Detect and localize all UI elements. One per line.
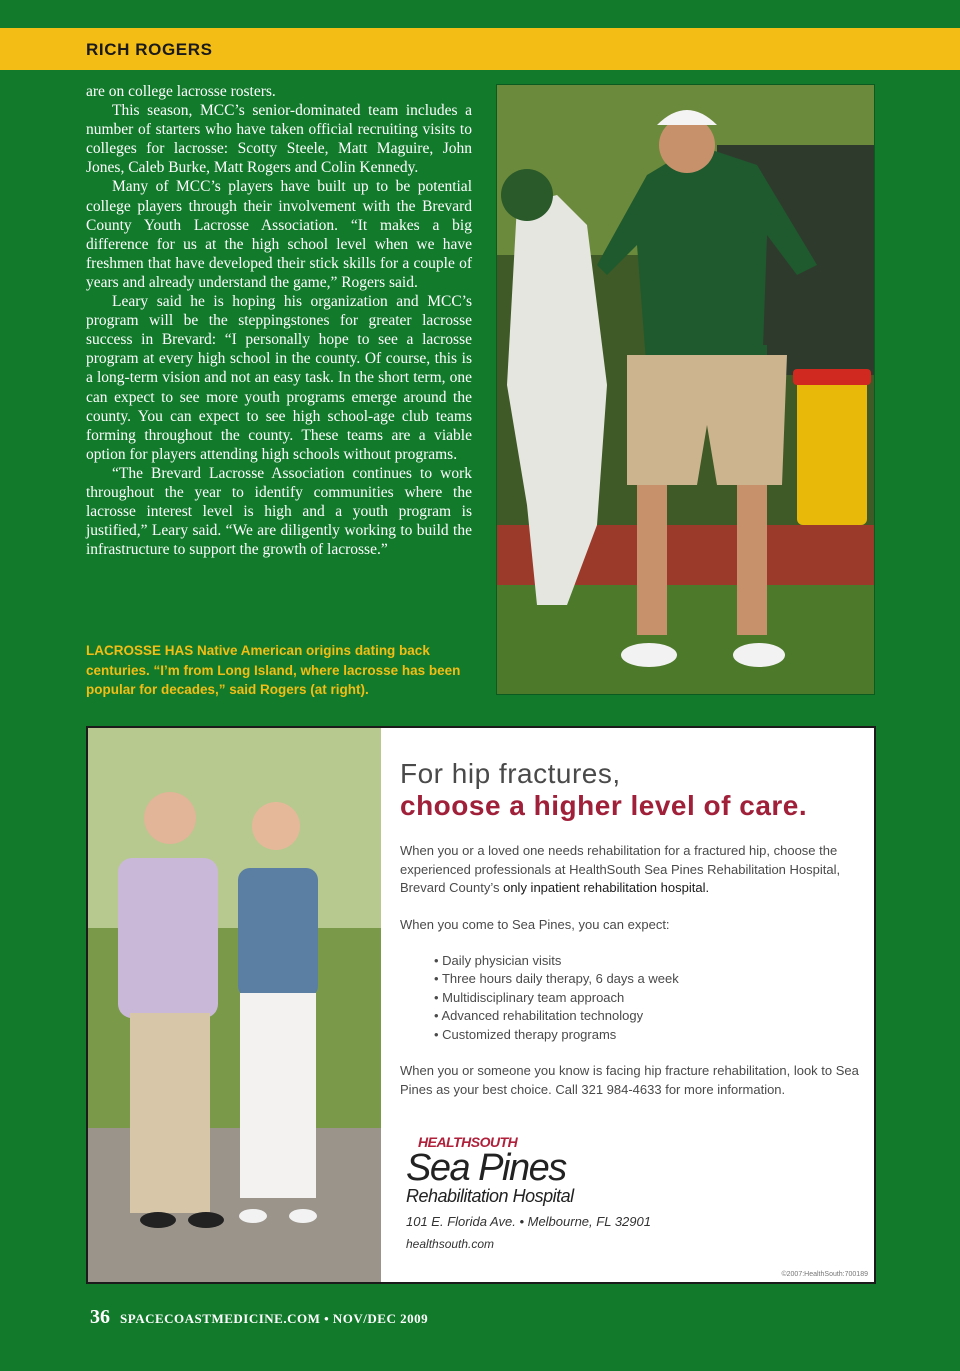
ad-intro: [400, 842, 860, 898]
article-body: [86, 82, 472, 559]
ad-website-link[interactable]: healthsouth.com: [406, 1237, 495, 1251]
ad-headline-1: For hip fractures,: [400, 758, 621, 789]
publication-line: SPACECOASTMEDICINE.COM • NOV/DEC 2009: [120, 1311, 429, 1326]
coach-photo: [496, 84, 875, 695]
page-footer: [90, 1306, 428, 1329]
top-strip: [0, 0, 960, 28]
ad-address: 101 E. Florida Ave. • Melbourne, FL 32901: [406, 1214, 651, 1229]
article-paragraph: Many of MCC’s players have built up to be potential college players through their involvement with the Brevard County Youth Lacrosse Association. “It makes a big difference for us at the high school level when we have freshmen that have developed their stick skills for a couple of years and already understand the game,” Rogers said.: [86, 178, 472, 291]
photo-caption: LACROSSE HAS Native American origins dating back centuries. “I’m from Long Island, where lacrosse has been popular for decades,” said Rogers (at right).: [86, 643, 461, 697]
list-item: • Daily physician visits: [434, 952, 860, 970]
article-paragraph: “The Brevard Lacrosse Association continues to work throughout the year to identify communities where the lacrosse interest level is high and a youth program is justified,” Leary said. “We are diligently working to build the infrastructure to support the growth of lacrosse.”: [86, 464, 472, 559]
ad-headline-2: choose a higher level of care.: [400, 790, 808, 821]
article-paragraph: Leary said he is hoping his organization and MCC’s program will be the steppingstones for greater lacrosse success in Brevard: “I personally hope to see a lacrosse program at every high school in the county. Of course, this is a long-term vision and not an easy task. In the short term, one can expect to see more youth programs emerge around the county. You can expect to see high school-age club teams forming throughout the county. These teams are a viable option for players attending high schools without programs.: [86, 293, 472, 463]
ad-intro-emphasis: only inpatient rehabilitation hospital.: [503, 880, 710, 895]
advertisement: [86, 726, 876, 1284]
article-paragraph: are on college lacrosse rosters.: [86, 83, 276, 100]
logo-brand: HEALTHSOUTH: [418, 1134, 518, 1150]
ad-copyright: ©2007:HealthSouth:700189: [781, 1271, 868, 1278]
ad-benefit-list: [434, 952, 860, 1044]
page-number: 36: [90, 1306, 110, 1328]
ad-intro-text: When you or a loved one needs rehabilitation for a fractured hip, choose the experienced professionals at HealthSouth Sea Pines Rehabilitation Hospital, Brevard County’s: [400, 843, 841, 895]
photo-credit: RICH ROGERS: [86, 40, 213, 59]
header-bar: [0, 28, 960, 70]
list-item: • Multidisciplinary team approach: [434, 989, 860, 1007]
article-paragraph: This season, MCC’s senior-dominated team includes a number of starters who have taken official recruiting visits to colleges for lacrosse: Scotty Steele, Matt Maguire, John Jones, Caleb Burke, Matt Rogers and Colin Kennedy.: [86, 102, 472, 177]
logo-name: Sea Pines: [406, 1147, 566, 1189]
ad-closing-text: When you or someone you know is facing hip fracture rehabilitation, look to Sea Pines as your best choice. Call 321 984-4633 for more information.: [400, 1063, 859, 1097]
ad-expect-text: When you come to Sea Pines, you can expect:: [400, 916, 670, 932]
ad-photo-couple-walking: [88, 728, 381, 1282]
list-item: • Customized therapy programs: [434, 1026, 860, 1044]
ad-copy: [400, 758, 860, 1099]
list-item: • Advanced rehabilitation technology: [434, 1007, 860, 1025]
logo-subtitle: Rehabilitation Hospital: [406, 1186, 574, 1206]
list-item: • Three hours daily therapy, 6 days a week: [434, 970, 860, 988]
healthsouth-logo: [406, 1134, 706, 1251]
